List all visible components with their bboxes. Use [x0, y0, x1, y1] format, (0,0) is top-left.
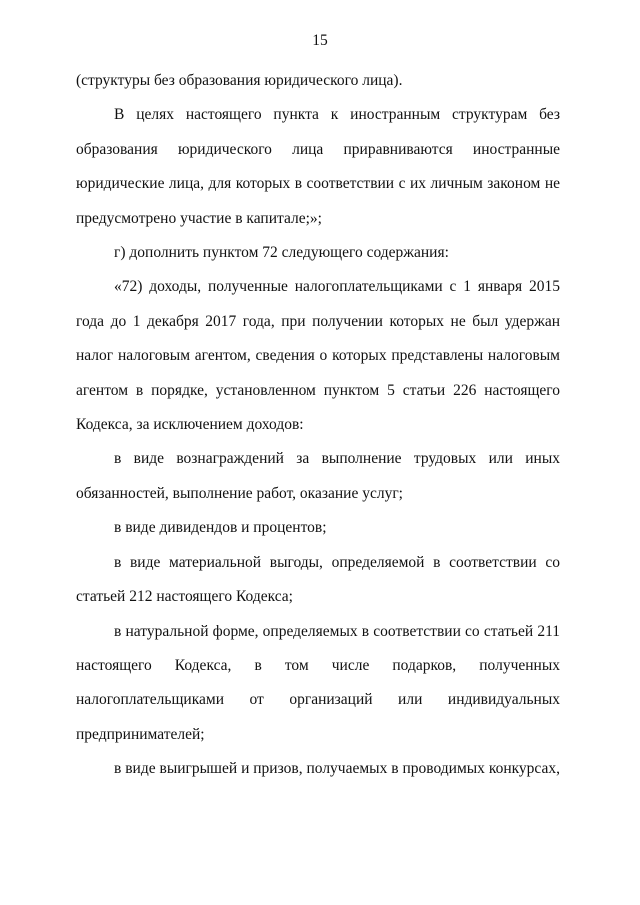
- paragraph-item-g: г) дополнить пунктом 72 следующего содержания:: [114, 244, 449, 262]
- page-number: 15: [312, 32, 328, 49]
- paragraph-in-kind: в натуральной форме, определяемых в соответствии со статьей 211 настоящего Кодекса, в том числе подарков, полученных налогоплательщиками от организаций или индивидуальных предпринимателей;: [76, 622, 560, 743]
- paragraph-foreign-structures: В целях настоящего пункта к иностранным структурам без образования юридического лица приравниваются иностранные юридические лица, для которых в соответствии с их личным законом не предусмотрено участие в капитале;»;: [76, 106, 560, 227]
- paragraph-item-72: «72) доходы, полученные налогоплательщиками с 1 января 2015 года до 1 декабря 2017 года, при получении которых не был удержан налог налоговым агентом, сведения о которых представлены налоговым агентом в порядке, установленном пунктом 5 статьи 226 настоящего Кодекса, за исключением доходов:: [76, 278, 560, 434]
- document-body: [76, 64, 560, 787]
- paragraph-dividends: в виде дивидендов и процентов;: [114, 519, 327, 537]
- paragraph-winnings: в виде выигрышей и призов, получаемых в проводимых конкурсах,: [114, 760, 560, 778]
- paragraph-remuneration: в виде вознаграждений за выполнение трудовых или иных обязанностей, выполнение работ, оказание услуг;: [76, 450, 560, 502]
- paragraph-structures-continuation: (структуры без образования юридического лица).: [76, 72, 403, 89]
- paragraph-material-benefit: в виде материальной выгоды, определяемой в соответствии со статьей 212 настоящего Кодекса;: [76, 553, 560, 606]
